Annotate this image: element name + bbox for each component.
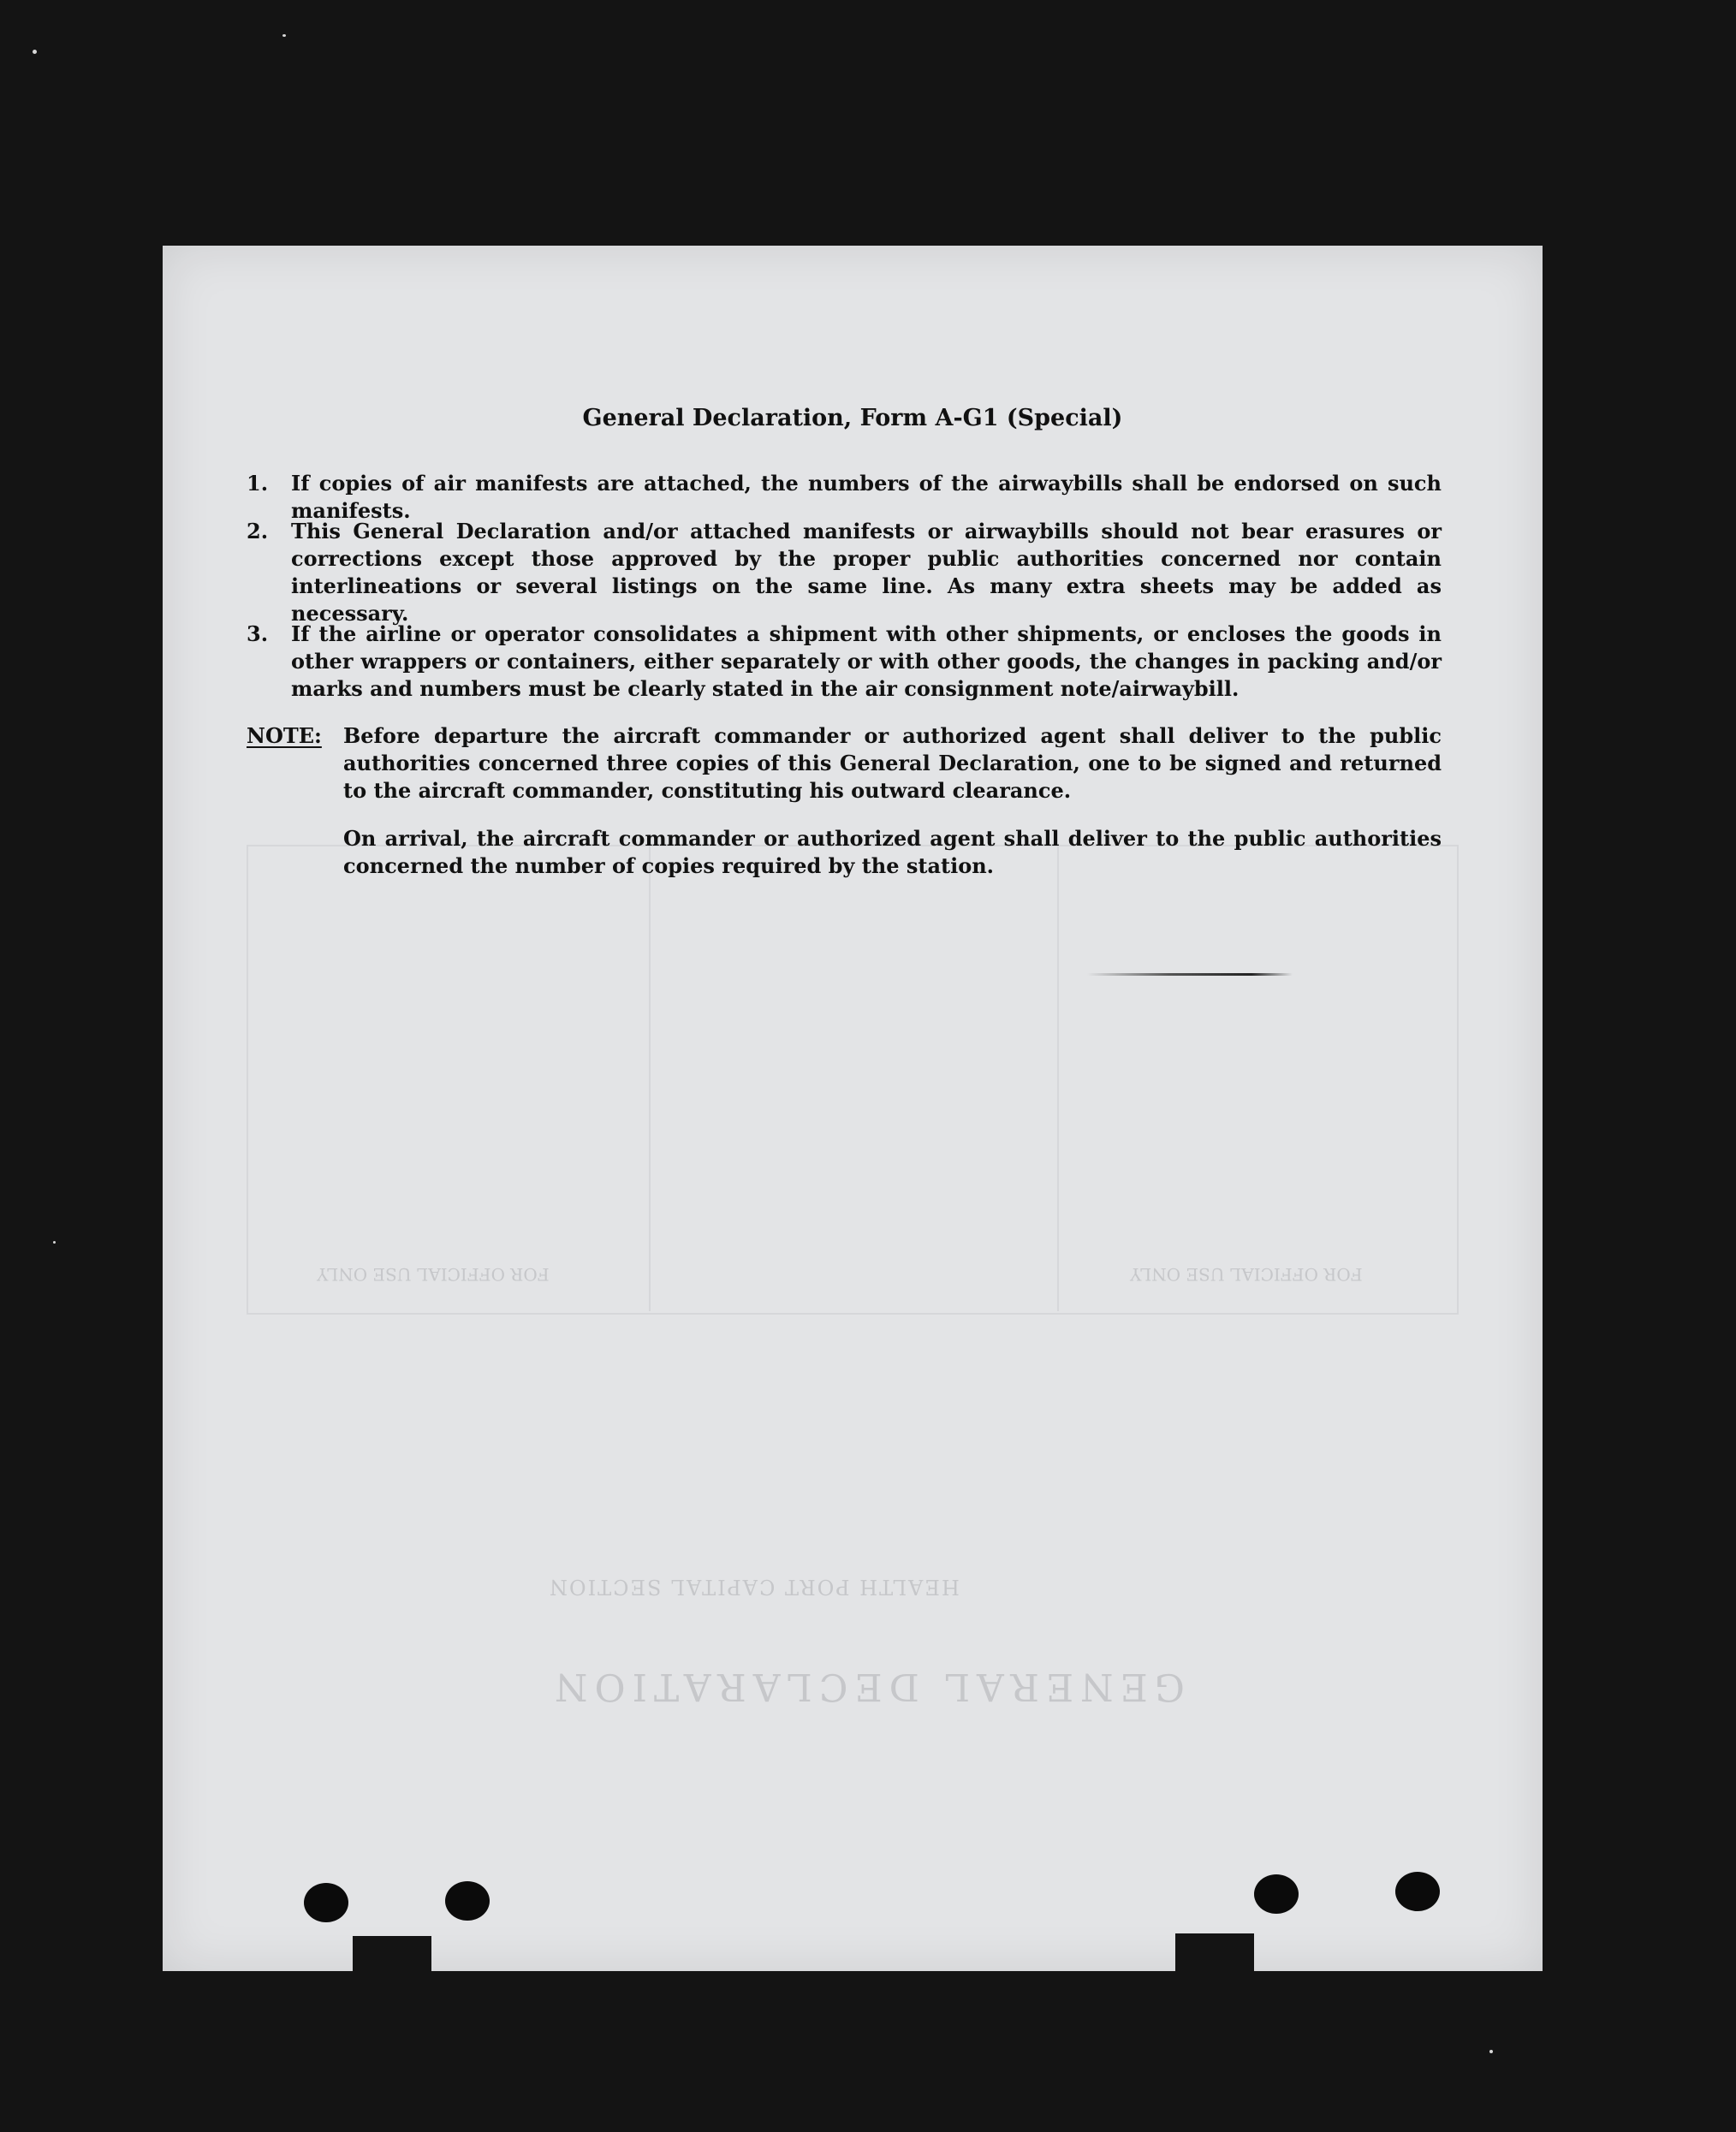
- torn-tab: [1175, 1933, 1254, 1971]
- dust-speck: [282, 34, 286, 37]
- item-number: 3.: [247, 621, 269, 646]
- document-page: [163, 246, 1543, 1971]
- punch-hole: [445, 1881, 490, 1921]
- note-paragraph: Before departure the aircraft commander or authorized agent shall deliver to the public authorities concerned three copies of this General Declaration, one to be signed and returned to the aircraft commander, constituting his outward clearance.: [343, 723, 1442, 803]
- note-block: [247, 825, 1442, 880]
- punch-hole: [1395, 1872, 1440, 1911]
- bleed-through-divider: [1057, 845, 1059, 1311]
- note-paragraph: On arrival, the aircraft commander or authorized agent shall deliver to the public authorities concerned the number of copies required by the station.: [343, 826, 1442, 878]
- torn-tab: [353, 1936, 431, 1971]
- instruction-item: [247, 621, 1442, 703]
- note-label: NOTE:: [247, 723, 322, 748]
- bleed-through-heading: GENERAL DECLARATION: [548, 1665, 1185, 1708]
- item-text: If copies of air manifests are attached, the numbers of the airwaybills shall be endorsed on such manifests.: [291, 471, 1442, 523]
- bleed-through-table: [247, 845, 1459, 1315]
- note-block: [247, 722, 1442, 805]
- document-title: General Declaration, Form A-G1 (Special): [582, 405, 1123, 431]
- punch-hole: [304, 1883, 348, 1922]
- dust-speck: [53, 1241, 56, 1244]
- item-number: 2.: [247, 519, 269, 543]
- dust-speck: [1489, 2050, 1493, 2053]
- dust-speck: [33, 50, 37, 54]
- instruction-item: [247, 518, 1442, 627]
- bleed-through-official-use-left: FOR OFFICIAL USE ONLY: [317, 1264, 550, 1285]
- bleed-through-divider: [649, 845, 651, 1311]
- bleed-through-subheading: HEALTH PORT CAPITAL SECTION: [548, 1575, 960, 1599]
- bleed-through-official-use-right: FOR OFFICIAL USE ONLY: [1130, 1264, 1363, 1285]
- item-text: This General Declaration and/or attached manifests or airwaybills should not bear erasures or corrections except those approved by the proper public authorities concerned nor contain interlineations or several listings on the same line. As many extra sheets may be added as necessary.: [291, 519, 1442, 626]
- fold-crease: [1087, 973, 1293, 976]
- item-text: If the airline or operator consolidates a shipment with other shipments, or encloses the goods in other wrappers or containers, either separately or with other goods, the changes in packing and/or marks and numbers must be clearly stated in the air consignment note/airwaybill.: [291, 621, 1442, 701]
- item-number: 1.: [247, 471, 269, 496]
- instruction-item: [247, 470, 1442, 525]
- punch-hole: [1254, 1874, 1299, 1914]
